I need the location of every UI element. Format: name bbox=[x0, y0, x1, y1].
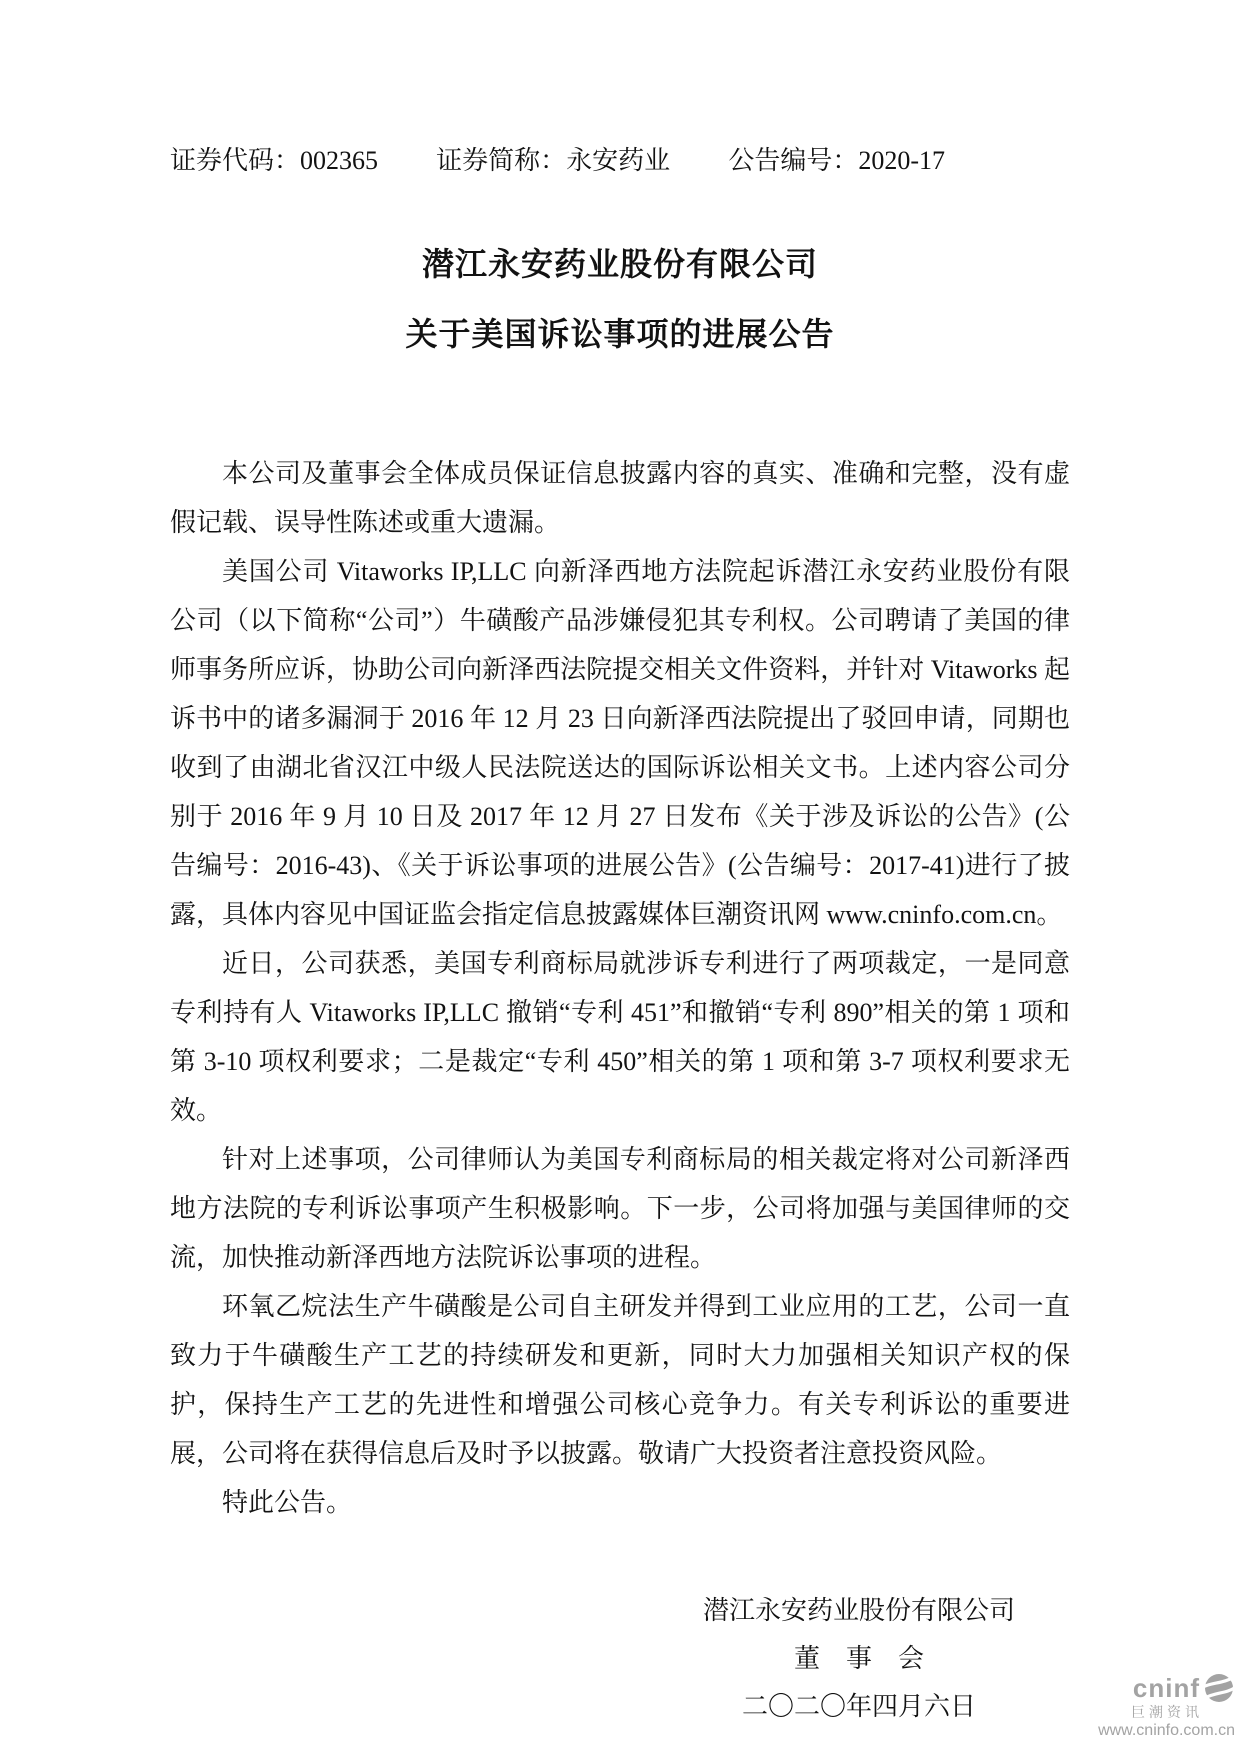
signature-company: 潜江永安药业股份有限公司 bbox=[702, 1596, 1015, 1625]
statement-paragraph: 本公司及董事会全体成员保证信息披露内容的真实、准确和完整，没有虚假记载、误导性陈述或重大遗漏。 bbox=[170, 459, 1070, 537]
title-subject: 关于美国诉讼事项的进展公告 bbox=[405, 316, 835, 352]
signature-board: 董 事 会 bbox=[793, 1644, 924, 1673]
closing-paragraph: 特此公告。 bbox=[222, 1488, 353, 1517]
cninfo-website: www.cninfo.com.cn bbox=[1098, 1722, 1235, 1740]
cninfo-brand-text: cninf bbox=[1132, 1672, 1200, 1703]
title-company: 潜江永安药业股份有限公司 bbox=[421, 246, 818, 282]
paragraph-lawyer-opinion: 针对上述事项，公司律师认为美国专利商标局的相关裁定将对公司新泽西地方法院的专利诉讼事项产生积极影响。下一步，公司将加强与美国律师的交流，加快推动新泽西地方法院诉讼事项的进程。 bbox=[170, 1145, 1070, 1272]
document-body bbox=[170, 449, 1070, 1527]
paragraph-uspto-rulings: 近日，公司获悉，美国专利商标局就涉诉专利进行了两项裁定，一是同意专利持有人 Vitaworks IP,LLC 撤销“专利 451”和撤销“专利 890”相关的第 1 项和第 3-10 项权利要求；二是裁定“专利 450”相关的第 1 项和第 3-7 项权利要求无效。 bbox=[170, 949, 1070, 1125]
cninfo-globe-icon bbox=[1203, 1672, 1235, 1704]
stock-short-name: 证券简称：永安药业 bbox=[436, 146, 671, 175]
paragraph-process-statement: 环氧乙烷法生产牛磺酸是公司自主研发并得到工业应用的工艺，公司一直致力于牛磺酸生产工艺的持续研发和更新，同时大力加强相关知识产权的保护，保持生产工艺的先进性和增强公司核心竞争力。有关专利诉讼的重要进展，公司将在获得信息后及时予以披露。敬请广大投资者注意投资风险。 bbox=[170, 1292, 1070, 1468]
cninfo-brand-cn: 巨潮资讯 bbox=[1131, 1704, 1203, 1721]
cninfo-watermark bbox=[1098, 1672, 1235, 1740]
signature-date: 二〇二〇年四月六日 bbox=[741, 1692, 976, 1721]
document-header bbox=[170, 140, 945, 177]
stock-code: 证券代码：002365 bbox=[170, 146, 379, 175]
announcement-number: 公告编号：2020-17 bbox=[728, 146, 945, 175]
paragraph-litigation-background: 美国公司 Vitaworks IP,LLC 向新泽西地方法院起诉潜江永安药业股份有限公司（以下简称“公司”）牛磺酸产品涉嫌侵犯其专利权。公司聘请了美国的律师事务所应诉，协助公司向新泽西法院提交相关文件资料，并针对 Vitaworks 起诉书中的诸多漏洞于 2016 年 12 月 23 日向新泽西法院提出了驳回申请，同期也收到了由湖北省汉江中级人民法院送达的国际诉讼相关文书。上述内容公司分别于 2016 年 9 月 10 日及 2017 年 12 月 27 日发布《关于涉及诉讼的公告》(公告编号：2016-43)、《关于诉讼事项的进展公告》(公告编号：2017-41)进行了披露，具体内容见中国证监会指定信息披露媒体巨潮资讯网 www.cninfo.com.cn。 bbox=[170, 557, 1070, 929]
cninfo-brand-row bbox=[1133, 1672, 1235, 1704]
signature-block bbox=[703, 1587, 1015, 1731]
